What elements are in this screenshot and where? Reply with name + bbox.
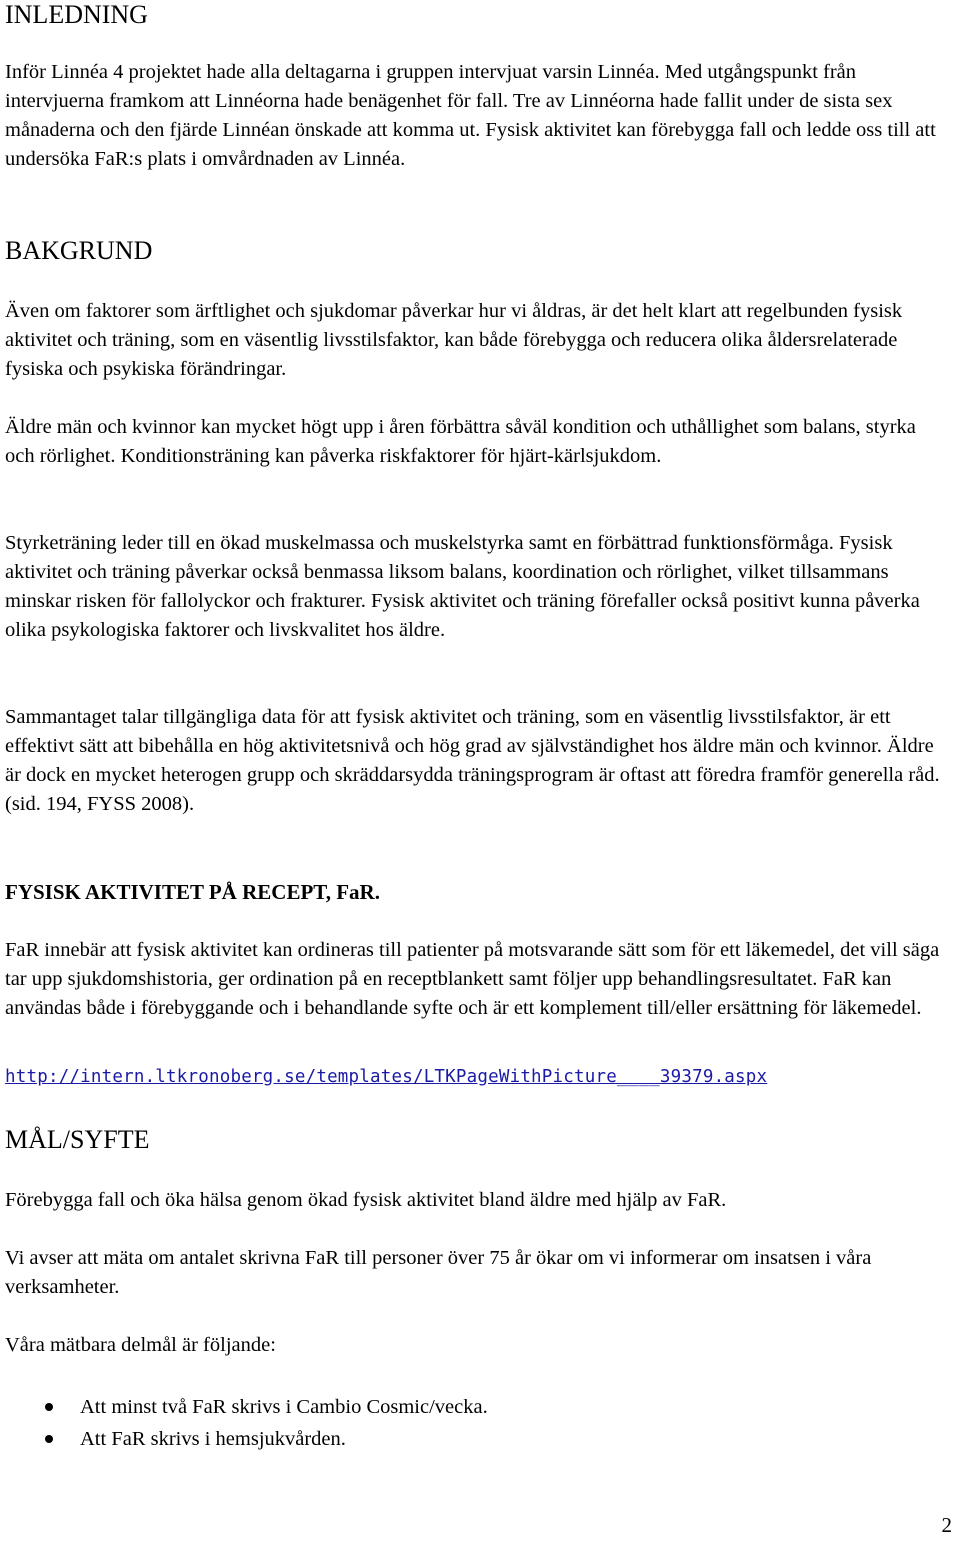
goal-paragraph-2: Vi avser att mäta om antalet skrivna FaR till personer över 75 år ökar om vi informerar om insatsen i våra verksamheter.: [5, 1247, 872, 1298]
background-paragraph-3: Styrketräning leder till en ökad muskelmassa och muskelstyrka samt en förbättrad funktionsförmåga. Fysisk aktivitet och träning påverkar också benmassa liksom balans, koordination och rörlighet, vilket tillsammans minskar risken för fallolyckor och frakturer. Fysisk aktivitet och träning förefaller också positivt kunna påverka olika psykologiska faktorer och livskvalitet hos äldre.: [5, 532, 920, 641]
page-number: 2: [941, 1513, 952, 1537]
heading-inledning: INLEDNING: [5, 0, 148, 29]
bullet-text: Att minst två FaR skrivs i Cambio Cosmic/vecka.: [80, 1396, 488, 1418]
goal-paragraph-3: Våra mätbara delmål är följande:: [5, 1334, 276, 1356]
goal-bullet-list: [5, 1392, 488, 1456]
list-item: [5, 1392, 488, 1422]
list-item: [5, 1424, 488, 1454]
goal-paragraph-1: Förebygga fall och öka hälsa genom ökad fysisk aktivitet bland äldre med hjälp av FaR.: [5, 1189, 727, 1211]
heading-bakgrund: BAKGRUND: [5, 236, 153, 265]
bullet-text: Att FaR skrivs i hemsjukvården.: [80, 1428, 346, 1450]
bullet-icon: [45, 1435, 53, 1443]
bullet-icon: [45, 1403, 53, 1411]
heading-far: FYSISK AKTIVITET PÅ RECEPT, FaR.: [5, 880, 380, 904]
heading-mal-syfte: MÅL/SYFTE: [5, 1125, 150, 1154]
background-paragraph-1: Även om faktorer som ärftlighet och sjukdomar påverkar hur vi åldras, är det helt klart att regelbunden fysisk aktivitet och träning, som en väsentlig livsstilsfaktor, kan både förebygga och reducera olika åldersrelaterade fysiska och psykiska förändringar.: [5, 300, 903, 380]
far-paragraph: FaR innebär att fysisk aktivitet kan ordineras till patienter på motsvarande sätt som för ett läkemedel, det vill säga tar upp sjukdomshistoria, ger ordination på en receptblankett samt följer upp behandlingsresultatet. FaR kan användas både i förebyggande och i behandlande syfte och är ett komplement till/eller ersättning för läkemedel.: [5, 939, 940, 1019]
background-paragraph-2: Äldre män och kvinnor kan mycket högt upp i åren förbättra såväl kondition och uthållighet som balans, styrka och rörlighet. Konditionsträning kan påverka riskfaktorer för hjärt-kärlsjukdom.: [5, 416, 916, 467]
far-link[interactable]: http://intern.ltkronoberg.se/templates/LTKPageWithPicture____39379.aspx: [5, 1067, 768, 1087]
background-paragraph-4: Sammantaget talar tillgängliga data för att fysisk aktivitet och träning, som en väsentlig livsstilsfaktor, är ett effektivt sätt att bibehålla en hög aktivitetsnivå och hög grad av självständighet hos äldre män och kvinnor. Äldre är dock en mycket heterogen grupp och skräddarsydda träningsprogram är oftast att föredra framför generella råd. (sid. 194, FYSS 2008).: [5, 706, 940, 815]
intro-paragraph: Inför Linnéa 4 projektet hade alla deltagarna i gruppen intervjuat varsin Linnéa. Med utgångspunkt från intervjuerna framkom att Linnéorna hade benägenhet för fall. Tre av Linnéorna hade fallit under de sista sex månaderna och den fjärde Linnéan önskade att komma ut. Fysisk aktivitet kan förebygga fall och ledde oss till att undersöka FaR:s plats i omvårdnaden av Linnéa.: [5, 61, 936, 170]
